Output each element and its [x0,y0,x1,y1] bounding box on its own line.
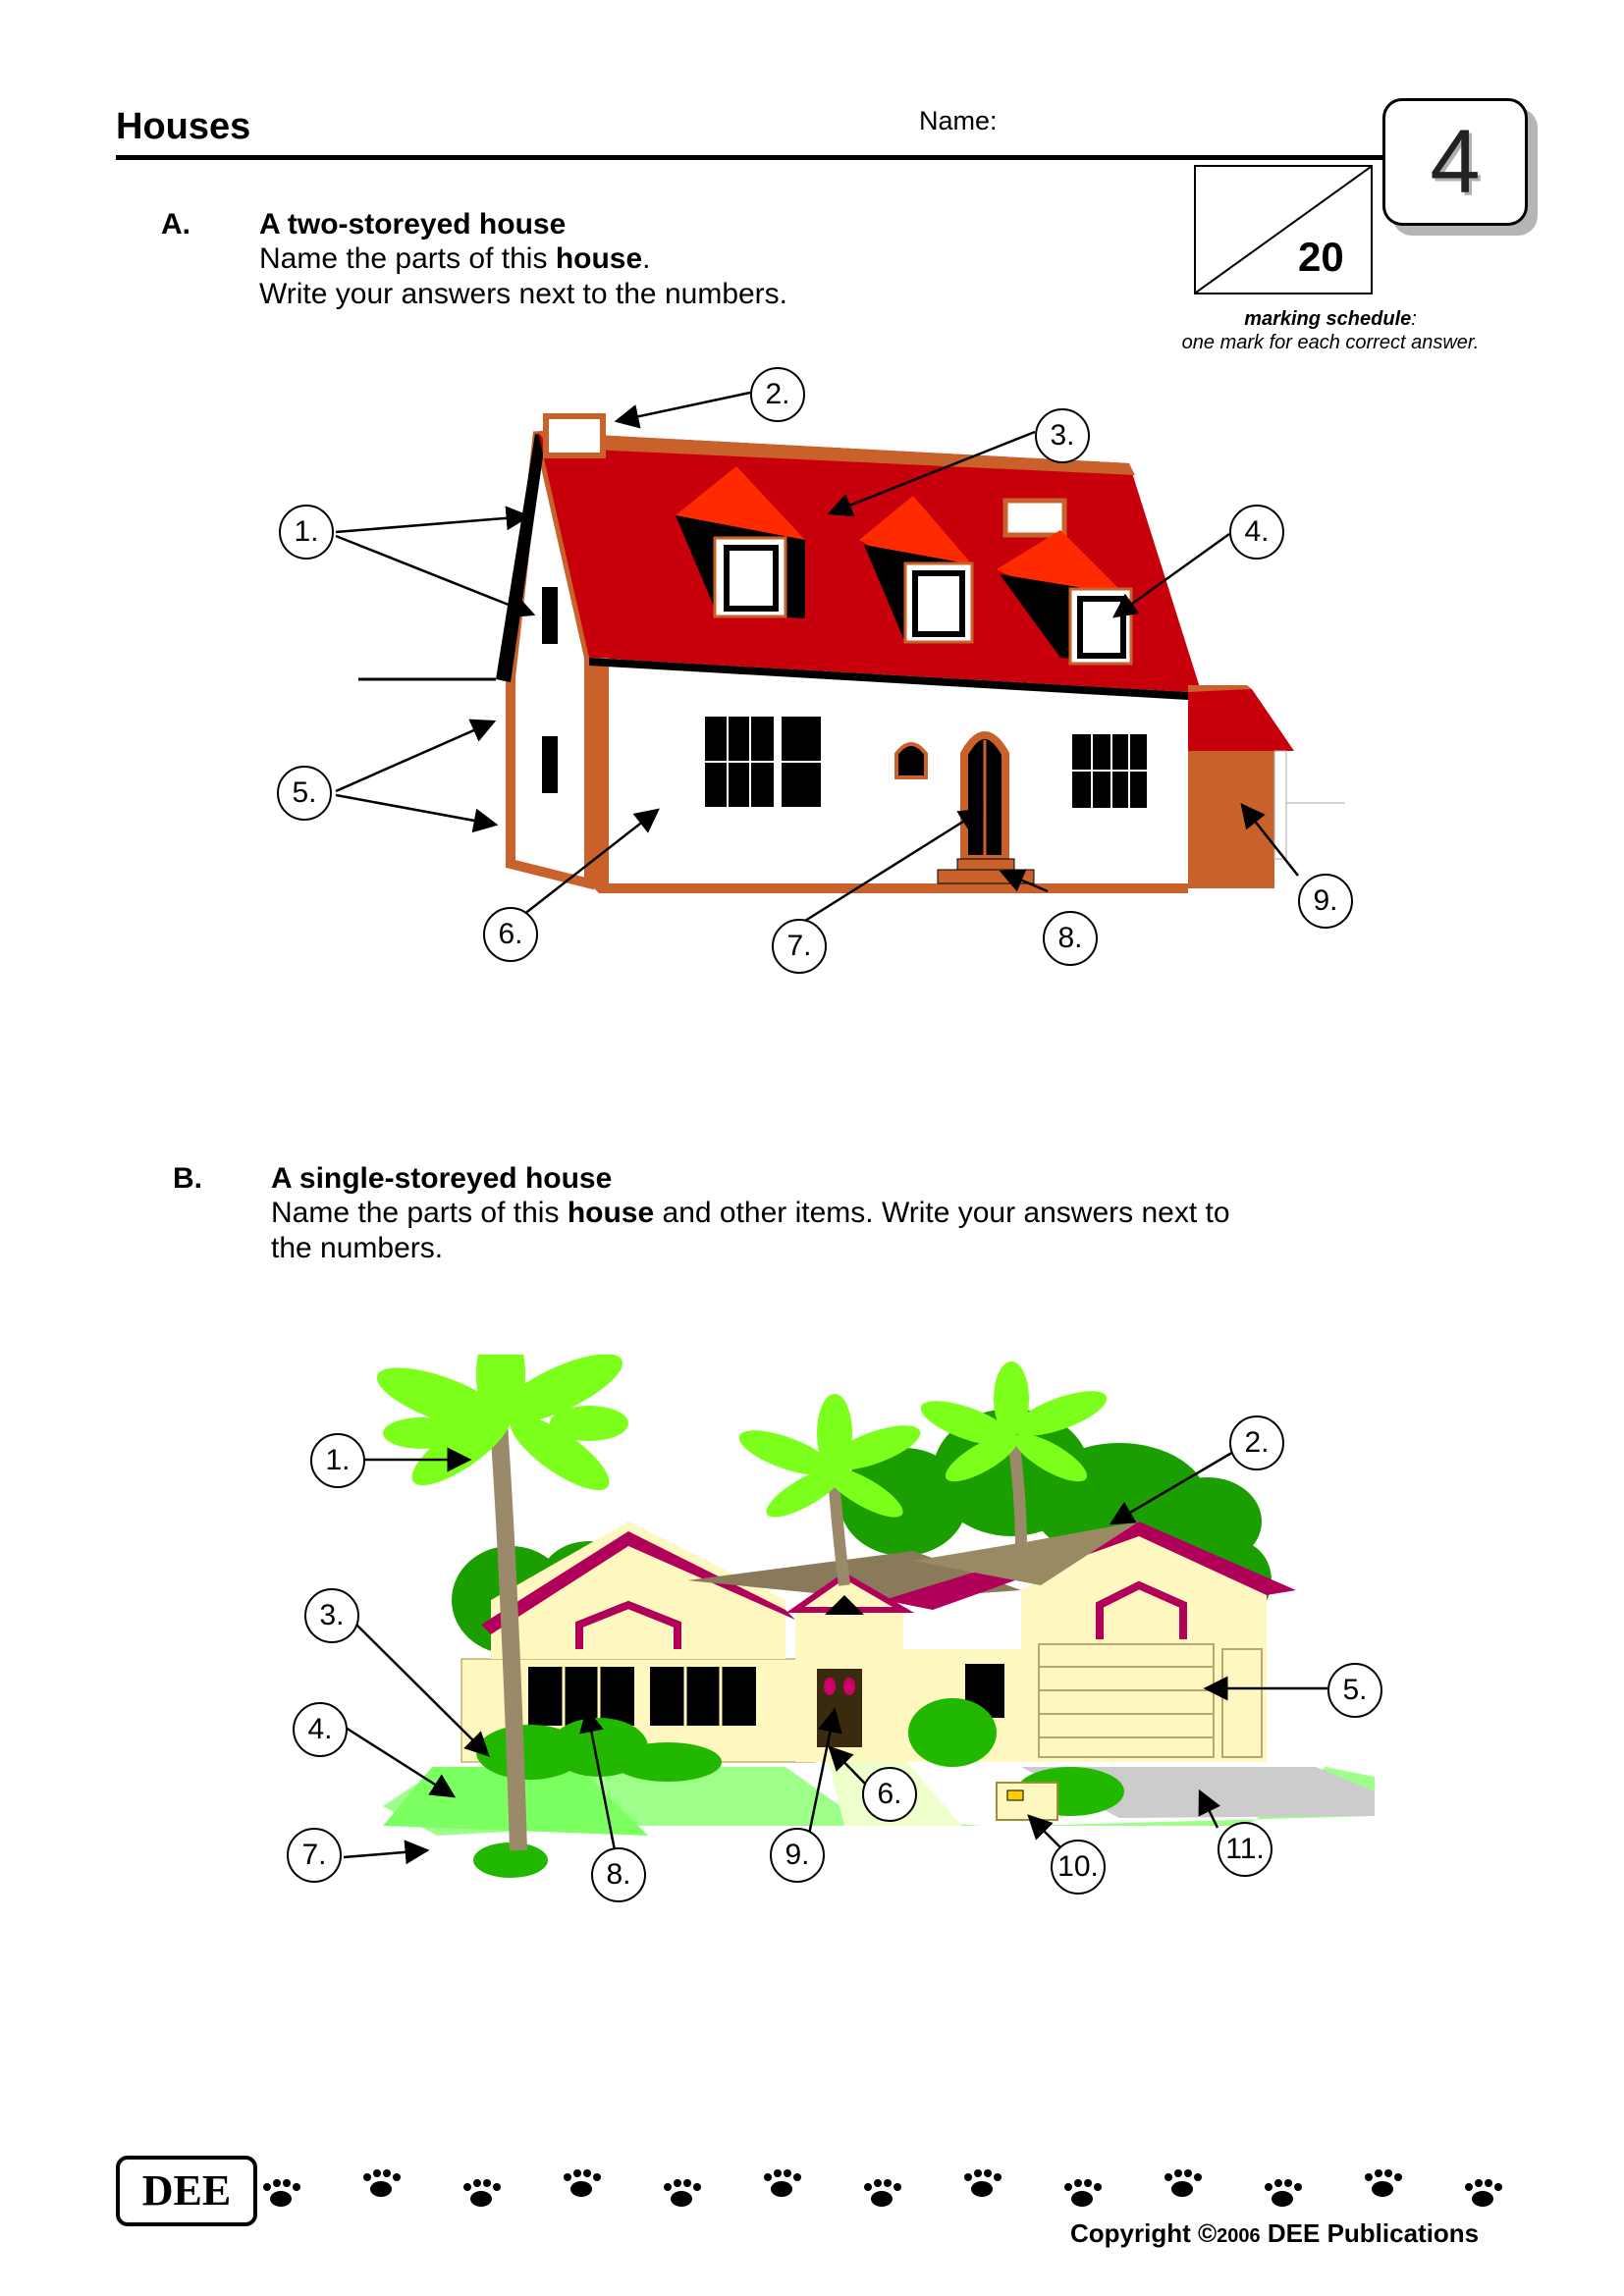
callout-b-1: 1. [310,1433,365,1488]
callout-b-7: 7. [287,1828,342,1883]
callout-a-9: 9. [1298,874,1353,929]
paw-print-icon [764,2169,801,2197]
paw-print-icon [263,2179,300,2207]
paw-print-icon [1164,2169,1202,2197]
callout-b-2: 2. [1229,1415,1284,1470]
paw-print-icon [864,2179,901,2207]
callout-a-3: 3. [1035,408,1090,463]
callout-b-5: 5. [1327,1663,1382,1718]
callout-a-2: 2. [750,367,805,422]
two-storey-house-illustration [0,373,1624,1001]
single-storey-house-illustration [0,1355,1624,1904]
section-a-instruction-1: Name the parts of this house. [259,242,651,275]
paw-print-icon [664,2179,701,2207]
garage-door [1039,1644,1214,1757]
front-steps [957,859,1014,871]
callout-a-7: 7. [772,919,827,974]
header-rule [116,155,1392,160]
paw-print-icon [1265,2179,1302,2207]
callout-b-4: 4. [293,1702,348,1757]
paw-print-icon [964,2169,1001,2197]
callout-a-6: 6. [483,907,538,962]
paw-print-icon [363,2169,401,2197]
callout-a-1: 1. [279,505,334,560]
callout-b-9: 9. [770,1828,825,1883]
total-marks: 20 [1298,234,1344,280]
letterbox [997,1783,1057,1820]
section-b-instruction-1: Name the parts of this house and other items. Write your answers next to [271,1197,1230,1229]
chimney-left [546,416,603,455]
chimney-right [1005,501,1064,535]
callout-b-11: 11. [1218,1822,1272,1877]
section-b-heading: A single-storeyed house [271,1162,613,1195]
page-title: Houses [116,106,251,147]
callout-b-6: 6. [862,1767,917,1822]
page-number-box [1382,98,1528,226]
section-b-instruction-2: the numbers. [271,1232,444,1264]
score-box [1194,165,1373,294]
copyright: Copyright ©2006 DEE Publications [1070,2218,1480,2248]
callout-a-4: 4. [1229,505,1284,560]
marking-schedule-label: marking schedule: [1244,308,1417,330]
section-a-heading: A two-storeyed house [259,208,567,240]
page-number: 4 [1430,112,1481,212]
callout-b-8: 8. [591,1847,646,1902]
paw-print-icon [564,2169,601,2197]
publisher-logo: DEE [116,2156,257,2226]
callout-b-3: 3. [304,1588,359,1643]
score-diagonal [1196,167,1371,293]
callout-a-5: 5. [277,766,332,821]
paw-print-icon [463,2179,501,2207]
callout-a-8: 8. [1043,911,1098,966]
paw-print-border [255,2165,1532,2215]
marking-schedule-note: one mark for each correct answer. [1181,332,1480,353]
section-a-letter: A. [161,208,190,240]
garage [1188,751,1274,888]
section-b-letter: B. [173,1162,202,1195]
callout-b-10: 10. [1051,1840,1106,1895]
paw-print-icon [1365,2169,1402,2197]
section-a-instruction-2: Write your answers next to the numbers. [259,278,788,310]
paw-print-icon [1465,2179,1502,2207]
paw-print-icon [1064,2179,1102,2207]
front-door [817,1669,862,1747]
name-field-label: Name: [919,106,998,135]
